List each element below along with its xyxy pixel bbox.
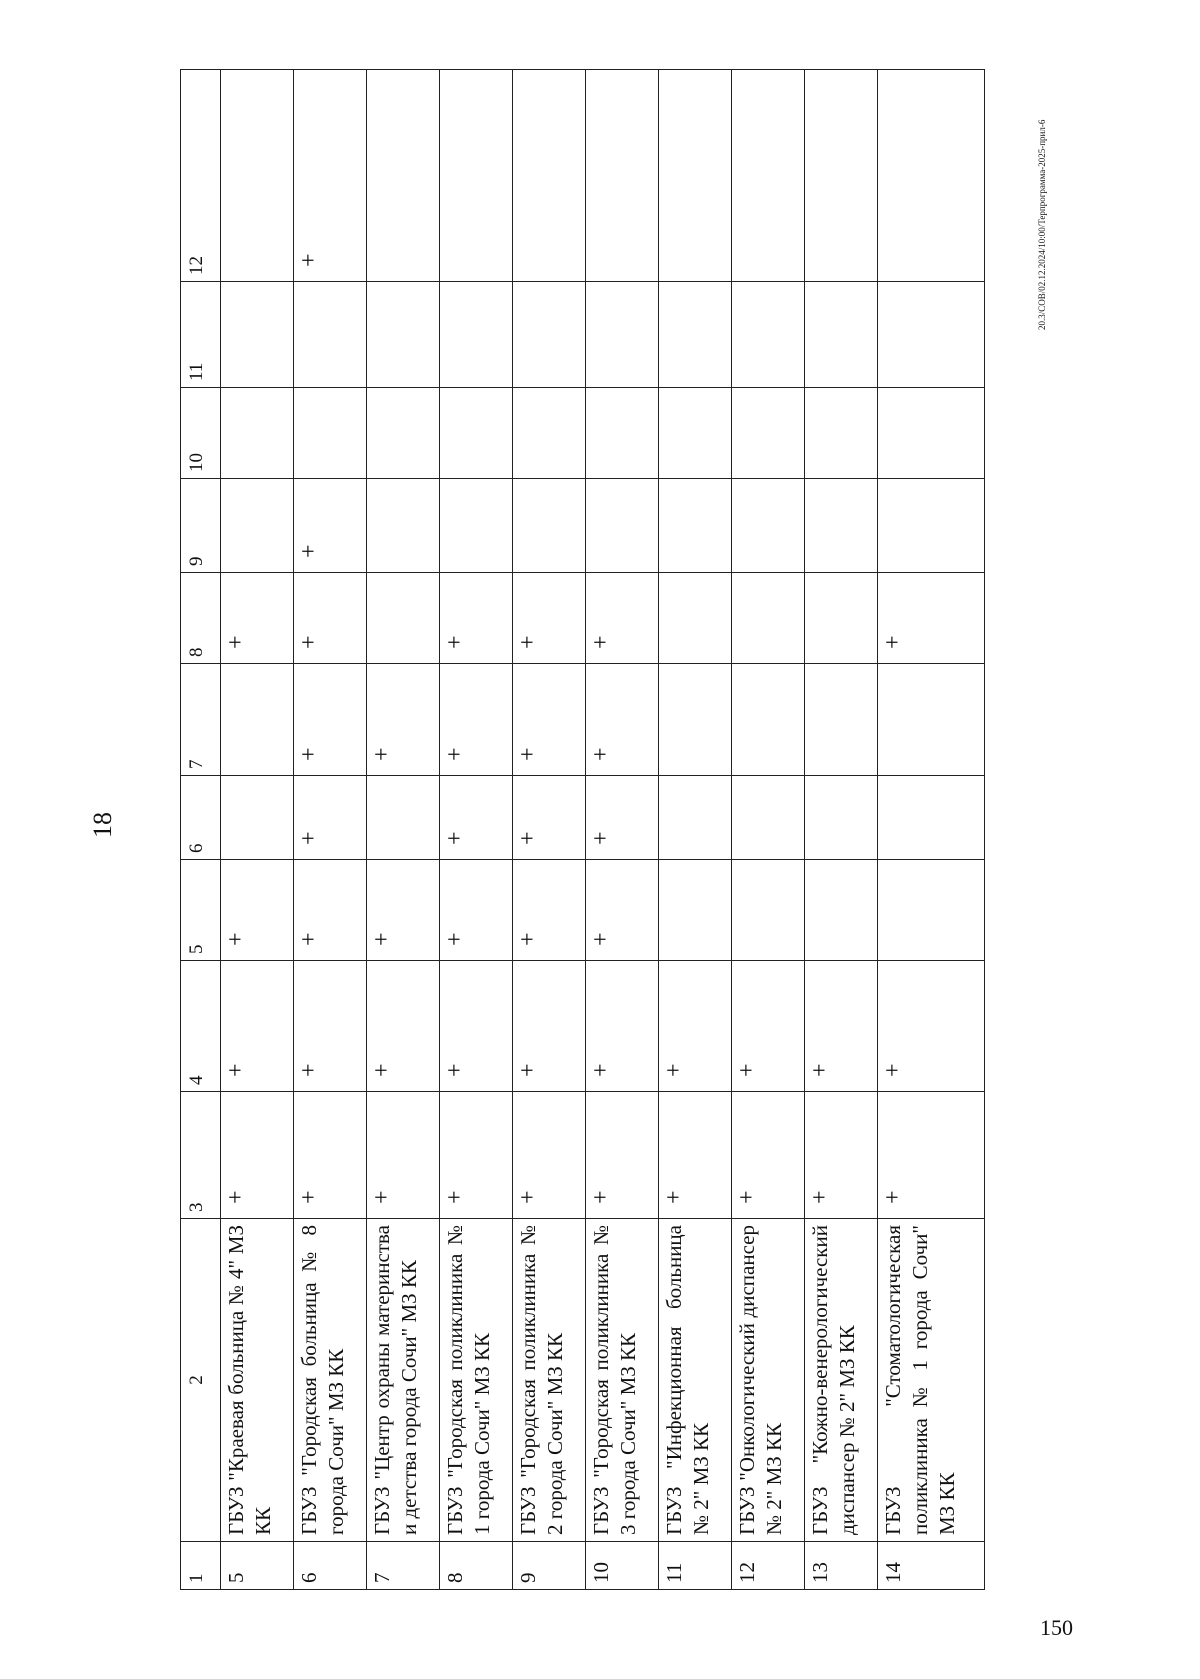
mark-cell <box>878 388 985 479</box>
mark-cell: + <box>805 1092 878 1219</box>
mark-cell: + <box>293 860 366 961</box>
facility-name: ГБУЗ "Городская поликлиника № 3 города Сочи" МЗ КК <box>586 1219 659 1542</box>
mark-cell <box>293 282 366 388</box>
mark-cell: + <box>512 860 585 961</box>
facility-name: ГБУЗ "Центр охраны материнства и детства города Сочи" МЗ КК <box>366 1219 439 1542</box>
mark-cell <box>512 282 585 388</box>
mark-cell <box>805 70 878 282</box>
table-row <box>366 70 439 1590</box>
header-cell: 5 <box>181 860 221 961</box>
mark-cell: + <box>220 573 293 664</box>
mark-cell <box>366 70 439 282</box>
facility-name: ГБУЗ "Краевая больница № 4" МЗ КК <box>220 1219 293 1542</box>
mark-cell: + <box>293 961 366 1092</box>
mark-cell <box>512 70 585 282</box>
row-number: 8 <box>439 1542 512 1590</box>
mark-cell <box>512 388 585 479</box>
mark-cell: + <box>512 573 585 664</box>
mark-cell <box>220 664 293 776</box>
mark-cell <box>586 282 659 388</box>
mark-cell: + <box>659 961 732 1092</box>
header-cell: 2 <box>181 1219 221 1542</box>
facility-name: ГБУЗ "Городская поликлиника № 2 города Сочи" МЗ КК <box>512 1219 585 1542</box>
mark-cell <box>659 388 732 479</box>
row-number: 14 <box>878 1542 985 1590</box>
mark-cell: + <box>512 1092 585 1219</box>
mark-cell: + <box>732 1092 805 1219</box>
mark-cell: + <box>293 70 366 282</box>
mark-cell <box>878 860 985 961</box>
mark-cell: + <box>732 961 805 1092</box>
mark-cell <box>366 388 439 479</box>
mark-cell <box>586 70 659 282</box>
mark-cell <box>732 860 805 961</box>
header-cell: 7 <box>181 664 221 776</box>
mark-cell: + <box>366 961 439 1092</box>
mark-cell: + <box>878 573 985 664</box>
table-row <box>586 70 659 1590</box>
row-number: 12 <box>732 1542 805 1590</box>
mark-cell <box>659 664 732 776</box>
mark-cell <box>805 479 878 573</box>
mark-cell: + <box>512 961 585 1092</box>
mark-cell <box>586 479 659 573</box>
mark-cell: + <box>439 573 512 664</box>
table-row <box>659 70 732 1590</box>
mark-cell <box>732 282 805 388</box>
mark-cell <box>512 479 585 573</box>
row-number: 11 <box>659 1542 732 1590</box>
mark-cell: + <box>878 1092 985 1219</box>
mark-cell <box>805 573 878 664</box>
row-number: 13 <box>805 1542 878 1590</box>
mark-cell <box>878 664 985 776</box>
mark-cell <box>220 388 293 479</box>
mark-cell: + <box>293 573 366 664</box>
facility-name: ГБУЗ "Стоматологическая поликлиника № 1 города Сочи" МЗ КК <box>878 1219 985 1542</box>
header-cell: 8 <box>181 573 221 664</box>
header-cell: 9 <box>181 479 221 573</box>
mark-cell <box>220 282 293 388</box>
table-row <box>439 70 512 1590</box>
mark-cell: + <box>220 1092 293 1219</box>
mark-cell: + <box>586 1092 659 1219</box>
mark-cell <box>220 776 293 860</box>
header-cell: 12 <box>181 70 221 282</box>
mark-cell <box>366 573 439 664</box>
mark-cell: + <box>586 860 659 961</box>
mark-cell: + <box>439 961 512 1092</box>
row-number: 5 <box>220 1542 293 1590</box>
header-cell: 3 <box>181 1092 221 1219</box>
mark-cell <box>366 776 439 860</box>
mark-cell: + <box>586 664 659 776</box>
mark-cell: + <box>366 1092 439 1219</box>
mark-cell <box>659 573 732 664</box>
mark-cell: + <box>220 860 293 961</box>
mark-cell <box>439 388 512 479</box>
mark-cell <box>659 70 732 282</box>
header-cell: 1 <box>181 1542 221 1590</box>
mark-cell <box>293 388 366 479</box>
mark-cell: + <box>293 1092 366 1219</box>
mark-cell <box>659 479 732 573</box>
mark-cell: + <box>439 1092 512 1219</box>
mark-cell <box>805 664 878 776</box>
mark-cell: + <box>366 860 439 961</box>
row-number: 7 <box>366 1542 439 1590</box>
table-row <box>220 70 293 1590</box>
mark-cell <box>805 776 878 860</box>
mark-cell <box>439 70 512 282</box>
header-row <box>181 70 221 1590</box>
mark-cell: + <box>659 1092 732 1219</box>
mark-cell: + <box>439 776 512 860</box>
row-number: 6 <box>293 1542 366 1590</box>
facility-name: ГБУЗ "Городская больница № 8 города Сочи" МЗ КК <box>293 1219 366 1542</box>
mark-cell: + <box>512 664 585 776</box>
mark-cell: + <box>293 664 366 776</box>
mark-cell <box>878 776 985 860</box>
table-row <box>512 70 585 1590</box>
mark-cell <box>659 860 732 961</box>
mark-cell <box>878 479 985 573</box>
mark-cell <box>805 860 878 961</box>
mark-cell: + <box>366 664 439 776</box>
mark-cell: + <box>878 961 985 1092</box>
mark-cell: + <box>586 961 659 1092</box>
mark-cell: + <box>439 664 512 776</box>
facility-name: ГБУЗ "Инфекционная больница № 2" МЗ КК <box>659 1219 732 1542</box>
mark-cell <box>732 664 805 776</box>
facility-name: ГБУЗ "Городская поликлиника № 1 города Сочи" МЗ КК <box>439 1219 512 1542</box>
header-cell: 6 <box>181 776 221 860</box>
mark-cell: + <box>293 479 366 573</box>
mark-cell <box>659 776 732 860</box>
facility-name: ГБУЗ "Кожно-венерологический диспансер № 2" МЗ КК <box>805 1219 878 1542</box>
page-number-bottom: 150 <box>1040 1615 1073 1640</box>
mark-cell: + <box>805 961 878 1092</box>
mark-cell <box>878 70 985 282</box>
mark-cell <box>220 479 293 573</box>
mark-cell <box>732 70 805 282</box>
table-row <box>805 70 878 1590</box>
mark-cell <box>659 282 732 388</box>
mark-cell <box>732 388 805 479</box>
mark-cell <box>805 282 878 388</box>
header-cell: 11 <box>181 282 221 388</box>
table-row <box>732 70 805 1590</box>
mark-cell <box>366 282 439 388</box>
mark-cell: + <box>512 776 585 860</box>
facility-name: ГБУЗ "Онкологический диспансер № 2" МЗ КК <box>732 1219 805 1542</box>
table-row <box>293 70 366 1590</box>
mark-cell <box>732 776 805 860</box>
mark-cell <box>220 70 293 282</box>
mark-cell: + <box>586 776 659 860</box>
row-number: 9 <box>512 1542 585 1590</box>
document-code: 20.3/СОВ/02.12.2024/10:00/Терпрограмма-2025-прил-6 <box>1037 119 1047 330</box>
row-number: 10 <box>586 1542 659 1590</box>
rotated-table-wrapper <box>180 70 985 1590</box>
mark-cell <box>366 479 439 573</box>
page-number-top: 18 <box>88 812 117 838</box>
mark-cell: + <box>439 860 512 961</box>
mark-cell: + <box>293 776 366 860</box>
mark-cell <box>805 388 878 479</box>
table-row <box>878 70 985 1590</box>
header-cell: 4 <box>181 961 221 1092</box>
mark-cell <box>439 282 512 388</box>
mark-cell: + <box>220 961 293 1092</box>
mark-cell <box>878 282 985 388</box>
facilities-table <box>180 69 985 1590</box>
mark-cell: + <box>586 573 659 664</box>
mark-cell <box>732 479 805 573</box>
mark-cell <box>586 388 659 479</box>
mark-cell <box>732 573 805 664</box>
header-cell: 10 <box>181 388 221 479</box>
mark-cell <box>439 479 512 573</box>
